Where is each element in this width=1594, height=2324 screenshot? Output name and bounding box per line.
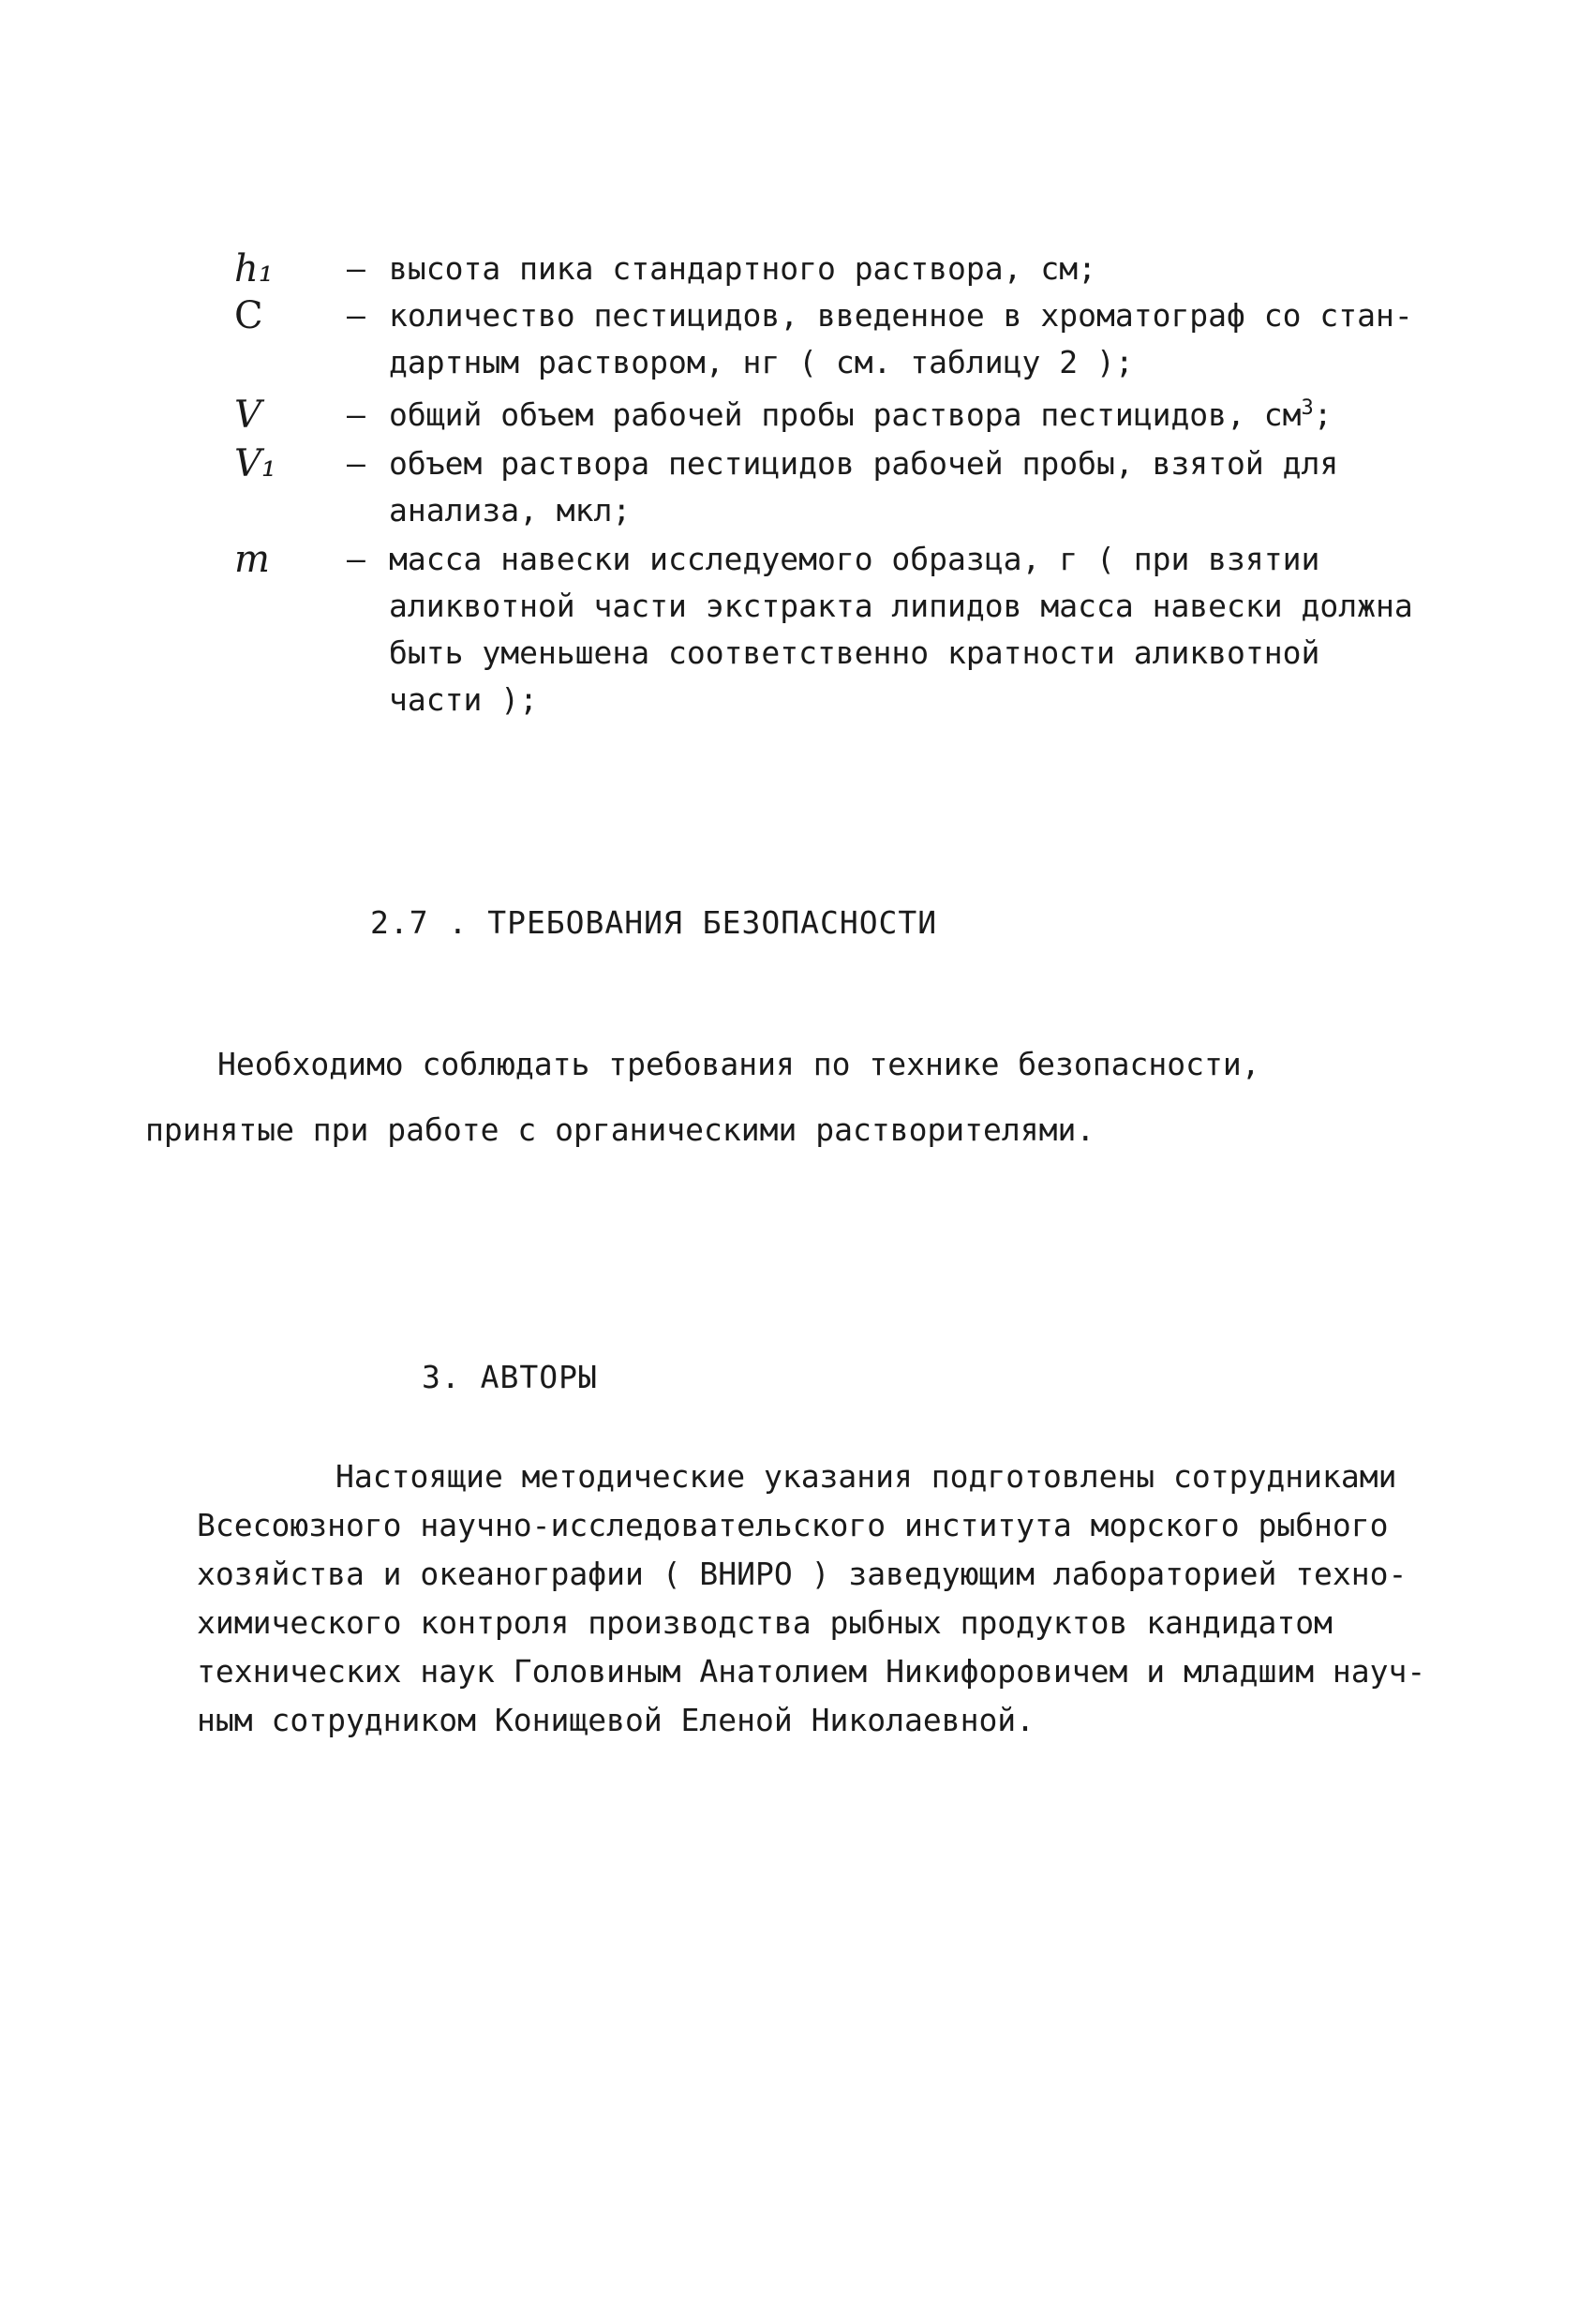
definition-text: объем раствора пестицидов рабочей пробы, взятой для анализа, мкл;: [389, 445, 1339, 529]
paragraph-line: ным сотрудником Конищевой Еленой Николаевной.: [197, 1702, 1035, 1738]
paragraph-safety-cont: [145, 1106, 1095, 1155]
paragraph-line: хозяйства и океанографии ( ВНИРО ) заведующим лабораторией техно-: [197, 1556, 1408, 1592]
section-heading-safety: 2.7 . ТРЕБОВАНИЯ БЕЗОПАСНОСТИ: [370, 904, 938, 941]
symbol-m: m: [234, 538, 270, 581]
paragraph-line: принятые при работе с органическими растворителями.: [145, 1111, 1095, 1148]
dash: –: [347, 541, 365, 577]
dash: –: [347, 445, 365, 482]
dash: –: [347, 396, 365, 433]
paragraph-line: Всесоюзного научно-исследовательского института морского рыбного: [197, 1507, 1389, 1543]
paragraph-safety: [217, 1040, 1260, 1089]
symbol-c: C: [234, 294, 263, 337]
paragraph-line: технических наук Головиным Анатолием Никифоровичем и младшим науч-: [197, 1653, 1426, 1690]
paragraph-authors: [197, 1452, 1452, 1745]
definition-text: масса навески исследуемого образца, г ( при взятии аликвотной части экстракта липидов масса навески должна быть уменьшена соответственно кратности аликвотной части );: [389, 541, 1413, 718]
definition-text: количество пестицидов, введенное в хроматограф со стан- дартным раствором, нг ( см. таблицу 2 );: [389, 297, 1413, 380]
definition-text-end: ;: [1313, 396, 1333, 433]
symbol-v: V: [234, 394, 261, 437]
symbol-v1: V₁: [234, 442, 276, 485]
definition-text: высота пика стандартного раствора, см;: [389, 250, 1096, 287]
symbol-h1: h₁: [234, 247, 274, 290]
definition-text-main: общий объем рабочей пробы раствора пестицидов, см: [389, 396, 1302, 433]
superscript: 3: [1301, 396, 1314, 420]
paragraph-line: химического контроля производства рыбных продуктов кандидатом: [197, 1604, 1333, 1641]
dash: –: [347, 250, 365, 287]
paragraph-line: Настоящие методические указания подготовлены сотрудниками: [335, 1458, 1397, 1495]
dash: –: [347, 297, 365, 334]
definition-text: [389, 392, 1438, 439]
paragraph-line: Необходимо соблюдать требования по технике безопасности,: [217, 1046, 1260, 1082]
section-heading-authors: 3. АВТОРЫ: [422, 1359, 598, 1395]
